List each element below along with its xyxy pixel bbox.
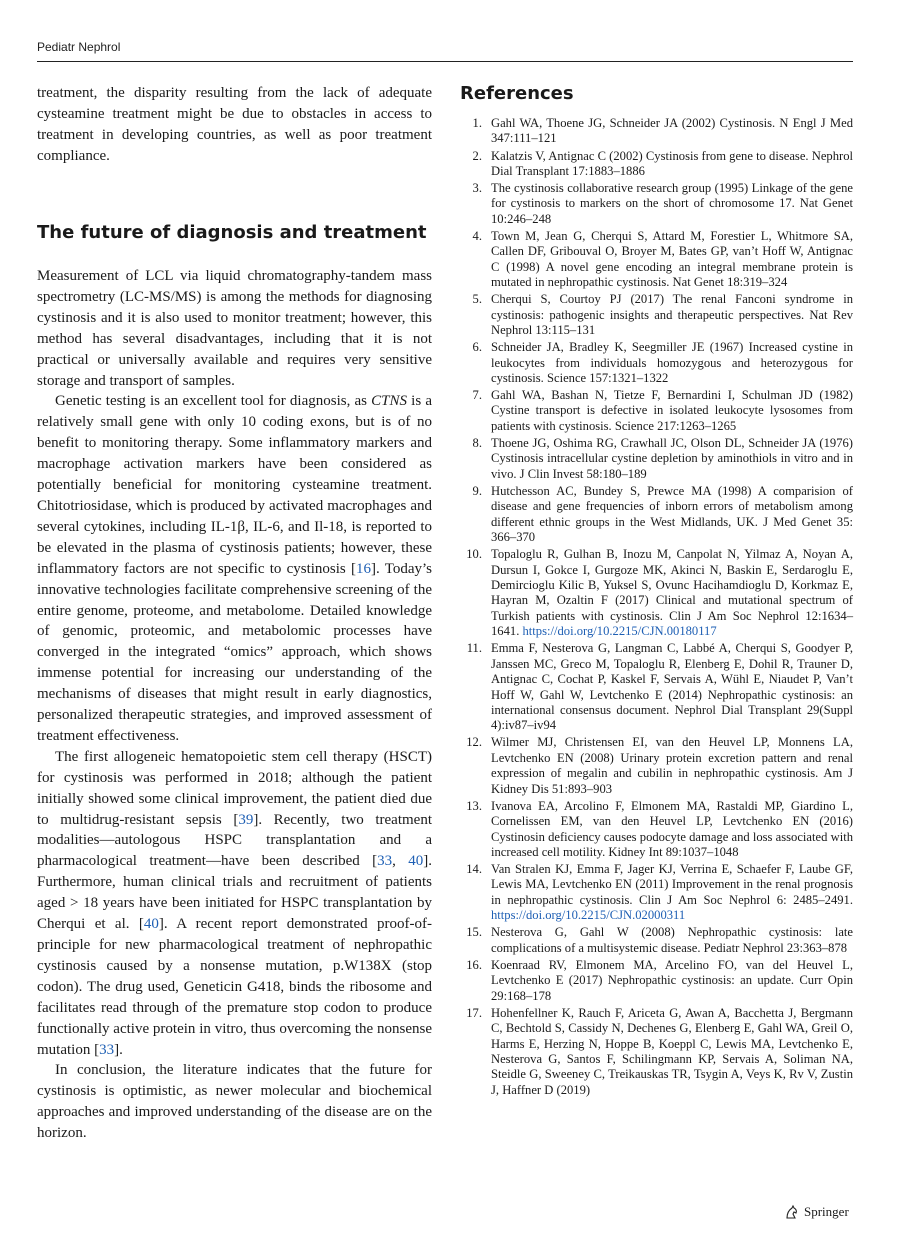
citation-link[interactable]: 33	[99, 1041, 115, 1058]
reference-number: 17.	[466, 1005, 482, 1020]
paragraph-lcms: Measurement of LCL via liquid chromatography-tandem mass spectrometry (LC-MS/MS) is among the methods for diagnosing cystinosis and it is also used to monitor treatment; however, this method has several disadvantages, including that it is not practical or universally available and requires very sensitive storage and transport of samples.	[37, 268, 432, 389]
reference-number: 14.	[466, 862, 482, 877]
reference-text: Schneider JA, Bradley K, Seegmiller JE (1967) Increased cystine in leukocytes from individuals homozygous and heterozygous for cystinosis. Science 157:1321–1322	[491, 340, 853, 385]
reference-text: Town M, Jean G, Cherqui S, Attard M, Forestier L, Whitmore SA, Callen DF, Gribouval O, Broyer M, Bates GP, van’t Hoff W, Antignac C (1998) A novel gene encoding an integral membrane protein is mutated in nephropathic cystinosis. Nat Genet 18:319–324	[491, 228, 853, 290]
section-heading: The future of diagnosis and treatment	[37, 222, 427, 243]
citation-link[interactable]: 39	[238, 811, 254, 828]
reference-number: 16.	[466, 957, 482, 972]
reference-item	[460, 1006, 853, 1098]
reference-text: Hohenfellner K, Rauch F, Ariceta G, Awan A, Bacchetta J, Bergmann C, Bechtold S, Cassidy N, Dechenes G, Elenberg E, Gahl WA, Greil O, Harms E, Herzing N, Hoppe B, Koeppl C, Lewis MA, Levtchenko E, Nesterova G, Santos F, Schilingmann KP, Servais A, Soliman NA, Steidle G, Sweeney C, Treikauskas TR, Tsygin A, Veys K, Rv V, Zustin J, Haffner D (2019)	[491, 1005, 853, 1097]
intro-paragraph: treatment, the disparity resulting from the lack of adequate cysteamine treatment might be due to obstacles in access to treatment in developing countries, as well as poor treatment compliance.	[37, 85, 432, 164]
text-segment: ]. Today’s innovative technologies facilitate comprehensive screening of the entire genome, proteome, and metabolome. Detailed knowledge of genomic, proteomic, and metabolomic processes have converged in the integrated “omics” approach, which shows immense potential for increasing our understanding of the mechanisms of diseases that might result in early diagnostics, personalized therapeutic strategies, and improved assessment of treatment effectiveness.	[37, 560, 432, 744]
reference-text: Ivanova EA, Arcolino F, Elmonem MA, Rastaldi MP, Giardino L, Cornelissen EM, van den Heuvel LP, Levtchenko EN (2016) Cystinosin deficiency causes podocyte damage and loss associated with increased cell motility. Kidney Int 89:1037–1048	[491, 798, 853, 859]
running-head-journal: Pediatr Nephrol	[37, 40, 121, 54]
reference-item	[460, 292, 853, 338]
reference-text: Van Stralen KJ, Emma F, Jager KJ, Verrina E, Schaefer F, Laube GF, Lewis MA, Levtchenko EN (2011) Improvement in the renal prognosis in nephropathic cystinosis. Clin J Am Soc Nephrol 6: 2485–2491.	[491, 862, 853, 907]
reference-number: 1.	[472, 116, 482, 130]
doi-link[interactable]: https://doi.org/10.2215/CJN.02000311	[491, 908, 686, 923]
reference-item	[460, 925, 853, 956]
citation-link[interactable]: 40	[143, 916, 159, 933]
left-column-top	[37, 83, 432, 167]
reference-text: Topaloglu R, Gulhan B, Inozu M, Canpolat N, Yilmaz A, Noyan A, Dursun I, Gokce I, Gurgoze MK, Akinci N, Baskin E, Serdaroglu E, Demircioglu Kilic B, Yuksel S, Ovunc Hacihamdioglu D, Korkmaz E, Hayran M, Ozaltin F (2017) Clinical and mutational spectrum of Turkish patients with cystinosis. Clin J Am Soc Nephrol 12:1634–1641.	[491, 547, 853, 639]
text-segment: Genetic testing is an excellent tool for diagnosis, as	[55, 393, 372, 410]
reference-text: Gahl WA, Bashan N, Tietze F, Bernardini I, Schulman JD (1982) Cystine transport is defective in isolated leukocyte lysosomes from patients with cystinosis. Science 217:1263–1265	[491, 388, 853, 433]
reference-text: Gahl WA, Thoene JG, Schneider JA (2002) Cystinosis. N Engl J Med 347:111–121	[491, 116, 853, 146]
doi-link[interactable]: https://doi.org/10.2215/CJN.00180117	[522, 624, 717, 639]
reference-number: 10.	[466, 547, 482, 562]
reference-number: 12.	[466, 735, 482, 750]
reference-item	[460, 735, 853, 797]
reference-number: 11.	[466, 641, 482, 656]
left-column-body	[37, 266, 432, 1144]
reference-text: Thoene JG, Oshima RG, Crawhall JC, Olson DL, Schneider JA (1976) Cystinosis intracellular cystine depletion by aminothiols in vitro and in vivo. J Clin Invest 58:180–189	[491, 435, 853, 481]
reference-text: Hutchesson AC, Bundey S, Prewce MA (1998) A comparision of disease and gene frequencies of inborn errors of metabolism among different ethnic groups in the West Midlands, UK. J Med Genet 35: 366–370	[491, 483, 853, 545]
header-rule	[37, 61, 853, 62]
reference-item	[460, 229, 853, 291]
reference-item	[460, 958, 853, 1004]
reference-number: 9.	[472, 483, 482, 498]
reference-number: 7.	[472, 388, 482, 403]
reference-item	[460, 862, 853, 924]
reference-number: 13.	[466, 798, 482, 813]
springer-horse-icon	[784, 1204, 800, 1220]
reference-number: 5.	[472, 292, 482, 307]
references-heading: References	[460, 83, 574, 104]
reference-item	[460, 799, 853, 861]
reference-number: 2.	[472, 148, 482, 163]
references-column	[460, 83, 853, 1100]
text-segment: ,	[392, 853, 409, 870]
reference-number: 8.	[472, 435, 482, 450]
reference-text: Nesterova G, Gahl W (2008) Nephropathic cystinosis: late complications of a multisystemic disease. Pediatr Nephrol 23:363–878	[491, 925, 853, 955]
reference-text: Cherqui S, Courtoy PJ (2017) The renal Fanconi syndrome in cystinosis: pathogenic insights and therapeutic perspectives. Nat Rev Nephrol 13:115–131	[491, 292, 853, 338]
text-segment: ]. Recently, two treatment modalities—autologous HSPC transplantation and a pharmacological treatment—have been described [	[37, 811, 432, 870]
reference-number: 3.	[472, 181, 482, 195]
publisher-logo	[784, 1204, 849, 1220]
reference-text: Kalatzis V, Antignac C (2002) Cystinosis from gene to disease. Nephrol Dial Transplant 17:1883–1886	[491, 148, 853, 178]
citation-link[interactable]: 40	[408, 853, 424, 870]
reference-number: 6.	[472, 340, 482, 355]
text-segment: The first allogeneic hematopoietic stem cell therapy (HSCT) for cystinosis was performed in 2018; although the patient initially showed some clinical improvement, the patient died due to multidrug-resistant sepsis [	[37, 748, 432, 828]
reference-item	[460, 340, 853, 386]
paragraph-hsct	[37, 747, 432, 1061]
reference-item	[460, 484, 853, 546]
reference-text: Emma F, Nesterova G, Langman C, Labbé A, Cherqui S, Goodyer P, Janssen MC, Greco M, Topaloglu R, Elenberg E, Dohil R, Trauner D, Antignac C, Cochat P, Kaskel F, Servais A, Wühl E, Niaudet P, Van’t Hoff W, Gahl W, Levtchenko E (2014) Nephropathic cystinosis: an international consensus document. Nephrol Dial Transplant 29(Suppl 4):iv87–iv94	[491, 641, 853, 733]
reference-item	[460, 116, 853, 147]
reference-text: Wilmer MJ, Christensen EI, van den Heuvel LP, Monnens LA, Levtchenko EN (2008) Urinary protein excretion pattern and renal expression of megalin and cubilin in nephropathic cystinosis. Am J Kidney Dis 51:893–903	[491, 735, 853, 796]
gene-name: CTNS	[371, 393, 408, 410]
text-segment: ]. Furthermore, human clinical trials and recruitment of patients aged > 18 years have been initiated for HSPC transplantation by Cherqui et al. [	[37, 853, 432, 933]
reference-number: 4.	[472, 228, 482, 243]
paragraph-conclusion: In conclusion, the literature indicates that the future for cystinosis is optimistic, as newer molecular and biochemical approaches and improved understanding of the disease are on the horizon.	[37, 1062, 432, 1142]
citation-link[interactable]: 16	[356, 560, 371, 577]
reference-item	[460, 149, 853, 180]
reference-list	[460, 116, 853, 1098]
reference-number: 15.	[466, 925, 482, 940]
citation-link[interactable]: 33	[377, 853, 393, 870]
reference-item	[460, 388, 853, 434]
reference-item	[460, 436, 853, 482]
paragraph-genetic-testing	[37, 391, 432, 746]
reference-text: The cystinosis collaborative research group (1995) Linkage of the gene for cystinosis to markers on the short of chromosome 17. Nat Genet 10:246–248	[491, 181, 853, 226]
text-segment: ].	[114, 1041, 123, 1058]
reference-item	[460, 641, 853, 733]
reference-item	[460, 547, 853, 639]
reference-text: Koenraad RV, Elmonem MA, Arcelino FO, van del Heuvel L, Levtchenko E (2017) Nephropathic cystinosis: an update. Curr Opin 29:168–178	[491, 957, 853, 1003]
text-segment: is a relatively small gene with only 10 coding exons, but is of no benefit to monitoring therapy. Some inflammatory markers and macrophage activation markers have been considered as potentially beneficial for monitoring cysteamine treatment. Chitotriosidase, which is produced by activated macrophages and several cytokines, including IL-1β, IL-6, and Il-18, is reported to be elevated in the plasma of cystinosis patients; however, these inflammatory factors are not specific to cystinosis [	[37, 393, 433, 577]
publisher-name: Springer	[804, 1204, 849, 1219]
text-segment: ]. A recent report demonstrated proof-of-principle for new pharmacological treatment of nephropathic cystinosis caused by a nonsense mutation, p.W138X (stop codon). The drug used, Geneticin G418, binds the ribosome and facilitates read through of the premature stop codon to produce functionally active protein in vitro, thus overcoming the nonsense mutation [	[37, 916, 432, 1058]
reference-item	[460, 181, 853, 227]
